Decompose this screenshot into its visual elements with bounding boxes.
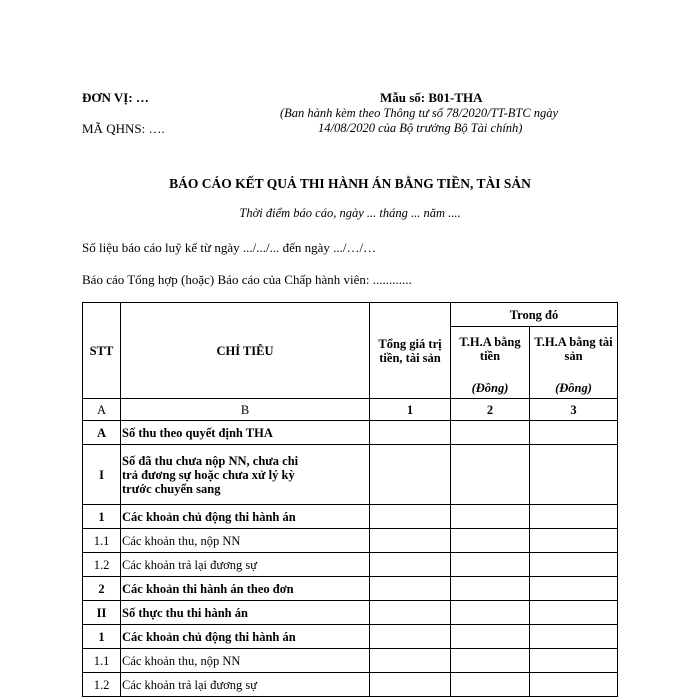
value-cell — [451, 505, 530, 529]
row-stt: A — [83, 421, 121, 445]
value-cell — [370, 445, 451, 505]
header-trong-do: Trong đó — [451, 303, 618, 327]
row-label: Số thu theo quyết định THA — [121, 421, 370, 445]
row-label: Các khoản chủ động thi hành án — [121, 625, 370, 649]
value-cell — [451, 553, 530, 577]
table-row — [83, 577, 618, 601]
row-stt: 1.1 — [83, 529, 121, 553]
table-row — [83, 529, 618, 553]
index-cell: B — [121, 399, 370, 421]
value-cell — [530, 529, 618, 553]
value-cell — [530, 577, 618, 601]
value-cell — [451, 529, 530, 553]
value-cell — [370, 601, 451, 625]
value-cell — [530, 553, 618, 577]
header-tha-taisan-unit: (Đồng) — [555, 381, 592, 395]
report-subtitle: Thời điểm báo cáo, ngày ... tháng ... năm .... — [239, 206, 461, 220]
value-cell — [530, 649, 618, 673]
value-cell — [530, 505, 618, 529]
value-cell — [530, 625, 618, 649]
table-row — [83, 625, 618, 649]
row-label: Các khoản chủ động thi hành án — [121, 505, 370, 529]
value-cell — [370, 553, 451, 577]
report-type-line: Báo cáo Tổng hợp (hoặc) Báo cáo của Chấp hành viên: ............ — [82, 272, 412, 287]
form-note-line1: (Ban hành kèm theo Thông tư số 78/2020/TT-BTC ngày — [280, 106, 559, 120]
value-cell — [451, 601, 530, 625]
value-cell — [451, 421, 530, 445]
header-tha-tien-unit: (Đồng) — [471, 381, 509, 395]
value-cell — [451, 625, 530, 649]
row-stt: 1 — [83, 505, 121, 529]
header-tha-taisan — [530, 327, 618, 399]
org-unit-label: ĐƠN VỊ: … — [82, 90, 149, 105]
row-label: Các khoản thi hành án theo đơn — [121, 577, 370, 601]
value-cell — [370, 649, 451, 673]
header-stt: STT — [83, 303, 121, 399]
table-row — [83, 505, 618, 529]
value-cell — [451, 673, 530, 697]
value-cell — [451, 649, 530, 673]
header-tha-tien — [451, 327, 530, 399]
value-cell — [370, 421, 451, 445]
row-label: Các khoản trả lại đương sự — [121, 673, 370, 697]
row-stt: II — [83, 601, 121, 625]
value-cell — [370, 529, 451, 553]
header-tha-tien-label: T.H.A bằng tiền — [459, 335, 521, 363]
data-period-line: Số liệu báo cáo luỹ kế từ ngày .../.../... đến ngày .../…/… — [82, 240, 377, 255]
value-cell — [370, 625, 451, 649]
value-cell — [530, 445, 618, 505]
row-label: Số thực thu thi hành án — [121, 601, 370, 625]
report-title: BÁO CÁO KẾT QUẢ THI HÀNH ÁN BẰNG TIỀN, TÀI SẢN — [169, 176, 531, 191]
value-cell — [451, 445, 530, 505]
row-label: Các khoản thu, nộp NN — [121, 529, 370, 553]
table-row — [83, 445, 618, 505]
table-row — [83, 553, 618, 577]
row-stt: 1.2 — [83, 673, 121, 697]
value-cell — [370, 577, 451, 601]
value-cell — [451, 577, 530, 601]
table-row — [83, 649, 618, 673]
row-stt: 1.1 — [83, 649, 121, 673]
header-tong-gia-tri: Tổng giá trị tiền, tài sản — [370, 303, 451, 399]
form-number: Mẫu số: B01-THA — [380, 90, 483, 105]
value-cell — [530, 673, 618, 697]
row-stt: 1.2 — [83, 553, 121, 577]
table-row — [83, 601, 618, 625]
index-cell: 3 — [530, 399, 618, 421]
row-stt: 1 — [83, 625, 121, 649]
value-cell — [370, 505, 451, 529]
table-row — [83, 673, 618, 697]
row-stt: 2 — [83, 577, 121, 601]
form-note-line2: 14/08/2020 của Bộ trưởng Bộ Tài chính) — [318, 121, 523, 135]
row-label: Các khoản trả lại đương sự — [121, 553, 370, 577]
budget-code-label: MÃ QHNS: …. — [82, 121, 165, 136]
value-cell — [370, 673, 451, 697]
index-cell: A — [83, 399, 121, 421]
index-row — [83, 399, 618, 421]
row-label: Các khoản thu, nộp NN — [121, 649, 370, 673]
index-cell: 2 — [451, 399, 530, 421]
row-stt: I — [83, 445, 121, 505]
value-cell — [530, 421, 618, 445]
index-cell: 1 — [370, 399, 451, 421]
table-row — [83, 421, 618, 445]
row-label: Số đã thu chưa nộp NN, chưa chi trả đương sự hoặc chưa xử lý kỳ trước chuyển sang — [121, 445, 370, 505]
header-chi-tieu: CHỈ TIÊU — [121, 303, 370, 399]
report-table — [82, 302, 618, 697]
header-tha-taisan-label: T.H.A bằng tài sản — [534, 335, 613, 363]
value-cell — [530, 601, 618, 625]
